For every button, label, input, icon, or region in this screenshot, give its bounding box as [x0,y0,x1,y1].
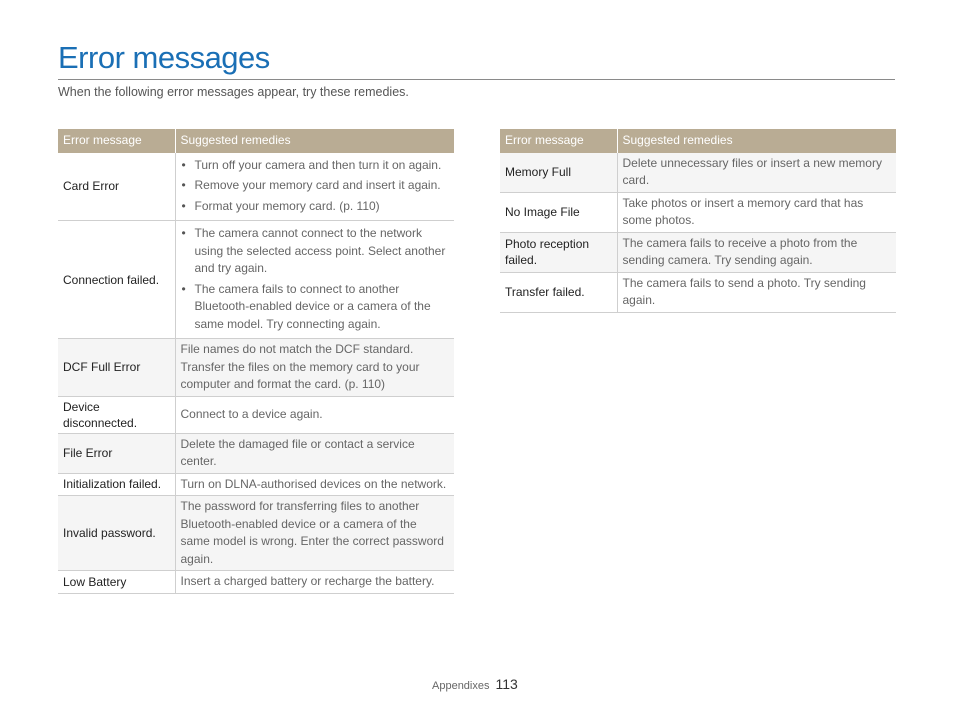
remedy-item: • Turn off your camera and then turn it on again. [195,157,450,175]
remedy-item: • The camera fails to connect to another Bluetooth-enabled device or a camera of the same model. Try connecting again. [195,281,450,334]
remedy-list [181,225,450,333]
remedy-cell [175,153,454,221]
error-table-left [58,129,454,594]
table-row [58,221,454,339]
table-row [58,496,454,571]
remedy-cell: Delete the damaged file or contact a service center. [175,433,454,473]
header-error-message: Error message [500,129,617,153]
error-message-cell: Transfer failed. [500,272,617,312]
page-number: 113 [495,676,518,692]
title-divider [58,79,895,80]
error-table-right [500,129,896,313]
table-row [58,153,454,221]
remedy-item: • Format your memory card. (p. 110) [195,198,450,216]
table-row [58,339,454,397]
error-message-cell: Memory Full [500,153,617,193]
remedy-item: • Remove your memory card and insert it again. [195,177,450,195]
table-header-row [500,129,896,153]
intro-text: When the following error messages appear, try these remedies. [58,85,409,99]
error-message-cell: Connection failed. [58,221,175,339]
footer-section-label: Appendixes [432,680,490,692]
error-message-cell: No Image File [500,192,617,232]
remedy-cell: The camera fails to send a photo. Try sending again. [617,272,896,312]
table-row [58,433,454,473]
page-footer [432,676,518,692]
table-row [500,232,896,272]
error-message-cell: DCF Full Error [58,339,175,397]
table-row [58,571,454,594]
remedy-item: • The camera cannot connect to the network using the selected access point. Select another and try again. [195,225,450,278]
remedy-cell: Connect to a device again. [175,396,454,433]
error-message-cell: Photo reception failed. [500,232,617,272]
page-title: Error messages [58,40,270,75]
header-suggested-remedies: Suggested remedies [175,129,454,153]
table-row [58,473,454,496]
error-message-cell: Device disconnected. [58,396,175,433]
remedy-list [181,157,450,216]
table-row [500,272,896,312]
remedy-cell: Delete unnecessary files or insert a new memory card. [617,153,896,193]
table-row [58,396,454,433]
error-message-cell: Card Error [58,153,175,221]
remedy-cell: Turn on DLNA-authorised devices on the network. [175,473,454,496]
remedy-cell: The password for transferring files to another Bluetooth-enabled device or a camera of the same model is wrong. Enter the correct password again. [175,496,454,571]
remedy-cell [175,221,454,339]
remedy-cell: Take photos or insert a memory card that has some photos. [617,192,896,232]
remedy-cell: File names do not match the DCF standard. Transfer the files on the memory card to your computer and format the card. (p. 110) [175,339,454,397]
table-row [500,153,896,193]
error-message-cell: File Error [58,433,175,473]
header-suggested-remedies: Suggested remedies [617,129,896,153]
table-header-row [58,129,454,153]
remedy-cell: Insert a charged battery or recharge the battery. [175,571,454,594]
header-error-message: Error message [58,129,175,153]
error-message-cell: Initialization failed. [58,473,175,496]
remedy-cell: The camera fails to receive a photo from the sending camera. Try sending again. [617,232,896,272]
table-row [500,192,896,232]
error-message-cell: Invalid password. [58,496,175,571]
error-message-cell: Low Battery [58,571,175,594]
